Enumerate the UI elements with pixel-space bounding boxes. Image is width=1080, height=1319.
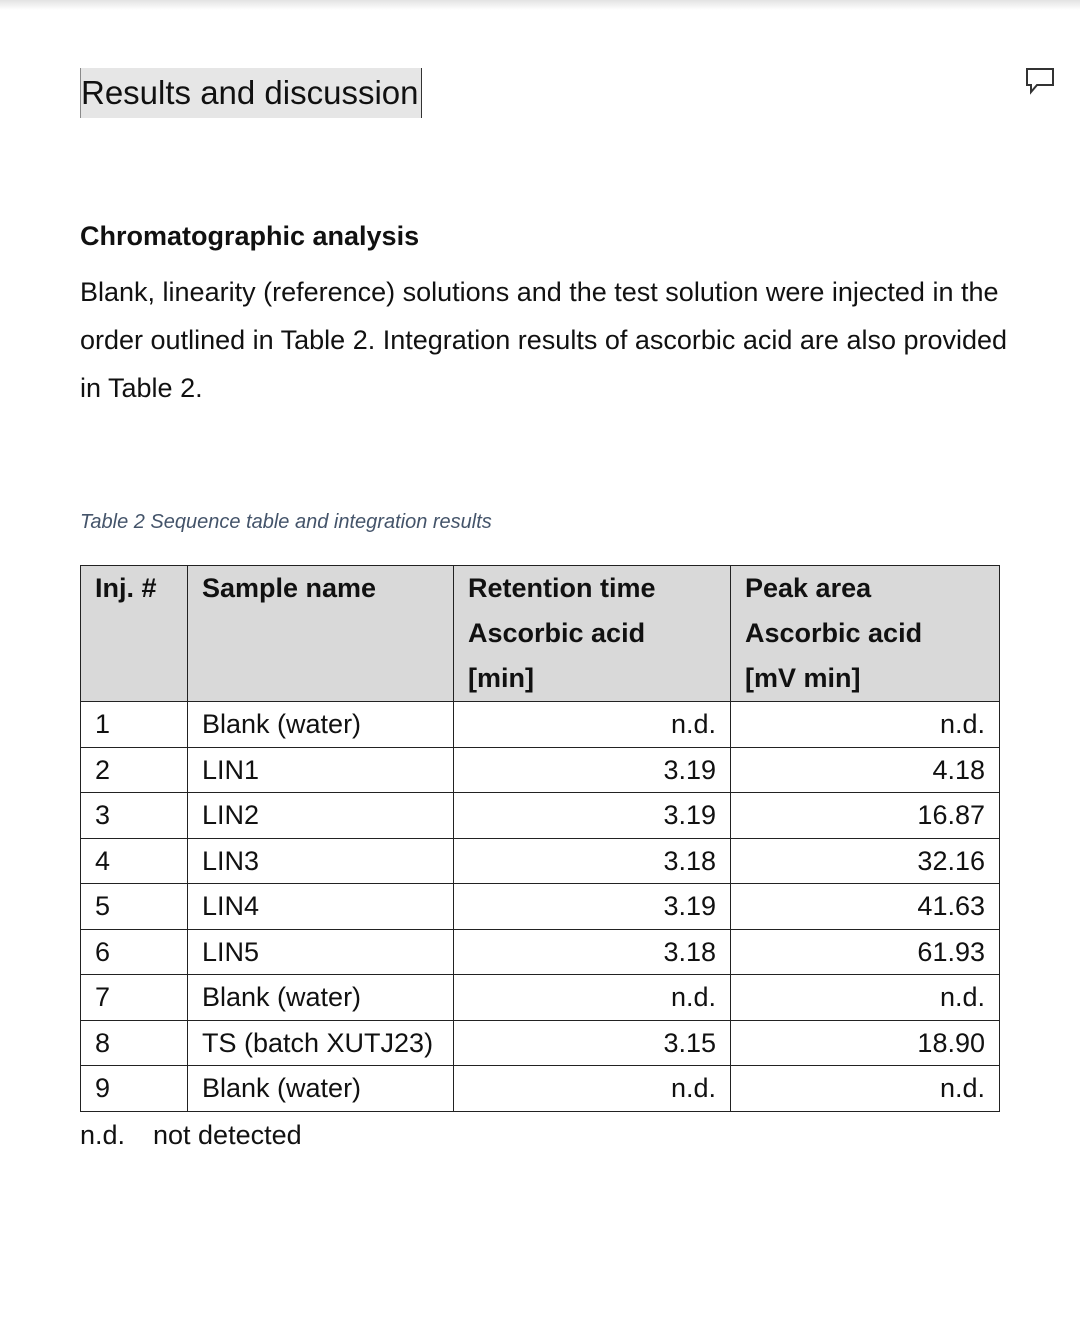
results-table (80, 565, 1000, 1112)
cell-sample: LIN3 (188, 838, 454, 884)
cell-inj: 2 (81, 747, 188, 793)
section-heading[interactable]: Results and discussion (80, 68, 422, 118)
footnote-text: not detected (153, 1120, 302, 1150)
cell-peak-area: 61.93 (731, 929, 1000, 975)
cell-peak-area: n.d. (731, 1066, 1000, 1112)
cell-inj: 4 (81, 838, 188, 884)
header-pa-line1: Peak area (745, 573, 872, 603)
table-caption: Table 2 Sequence table and integration results (80, 511, 492, 533)
header-sample-label: Sample name (202, 573, 377, 603)
header-rt-line2: Ascorbic acid (468, 618, 646, 648)
header-inj (81, 566, 188, 702)
table-row (81, 747, 1000, 793)
cell-peak-area: 16.87 (731, 793, 1000, 839)
cell-sample: Blank (water) (188, 975, 454, 1021)
table-row (81, 838, 1000, 884)
cell-sample: Blank (water) (188, 1066, 454, 1112)
page-top-shadow (0, 0, 1080, 10)
cell-retention-time: 3.15 (454, 1020, 731, 1066)
header-peak-area (731, 566, 1000, 702)
cell-retention-time: n.d. (454, 975, 731, 1021)
header-sample (188, 566, 454, 702)
cell-retention-time: 3.19 (454, 793, 731, 839)
subsection-heading: Chromatographic analysis (80, 221, 420, 251)
header-retention-time (454, 566, 731, 702)
cell-sample: LIN1 (188, 747, 454, 793)
table-row (81, 884, 1000, 930)
header-pa-line3: [mV min] (745, 663, 861, 693)
table-footnote (80, 1115, 302, 1155)
header-pa-line2: Ascorbic acid (745, 618, 923, 648)
cell-retention-time: 3.18 (454, 838, 731, 884)
cell-peak-area: 4.18 (731, 747, 1000, 793)
header-rt-line3: [min] (468, 663, 534, 693)
cell-inj: 1 (81, 702, 188, 748)
cell-inj: 5 (81, 884, 188, 930)
table-row (81, 929, 1000, 975)
cell-peak-area: n.d. (731, 702, 1000, 748)
cell-inj: 6 (81, 929, 188, 975)
cell-peak-area: n.d. (731, 975, 1000, 1021)
cell-retention-time: 3.18 (454, 929, 731, 975)
body-paragraph: Blank, linearity (reference) solutions and the test solution were injected in the order outlined in Table 2. Integration results of ascorbic acid are also provided in Table 2. (80, 277, 1008, 403)
table-row (81, 975, 1000, 1021)
header-rt-line1: Retention time (468, 573, 656, 603)
cell-sample: LIN4 (188, 884, 454, 930)
table-row (81, 793, 1000, 839)
cell-peak-area: 18.90 (731, 1020, 1000, 1066)
cell-sample: LIN2 (188, 793, 454, 839)
header-inj-label: Inj. # (95, 573, 157, 603)
cell-sample: TS (batch XUTJ23) (188, 1020, 454, 1066)
cell-retention-time: 3.19 (454, 747, 731, 793)
comment-icon[interactable] (1024, 66, 1056, 96)
table-header-row (81, 566, 1000, 702)
cell-retention-time: n.d. (454, 1066, 731, 1112)
cell-retention-time: n.d. (454, 702, 731, 748)
table-row (81, 702, 1000, 748)
cell-inj: 7 (81, 975, 188, 1021)
cell-retention-time: 3.19 (454, 884, 731, 930)
cell-inj: 8 (81, 1020, 188, 1066)
cell-inj: 9 (81, 1066, 188, 1112)
cell-peak-area: 41.63 (731, 884, 1000, 930)
cell-sample: LIN5 (188, 929, 454, 975)
cell-inj: 3 (81, 793, 188, 839)
table-row (81, 1066, 1000, 1112)
footnote-abbreviation: n.d. (80, 1120, 126, 1150)
cell-sample: Blank (water) (188, 702, 454, 748)
table-row (81, 1020, 1000, 1066)
cell-peak-area: 32.16 (731, 838, 1000, 884)
